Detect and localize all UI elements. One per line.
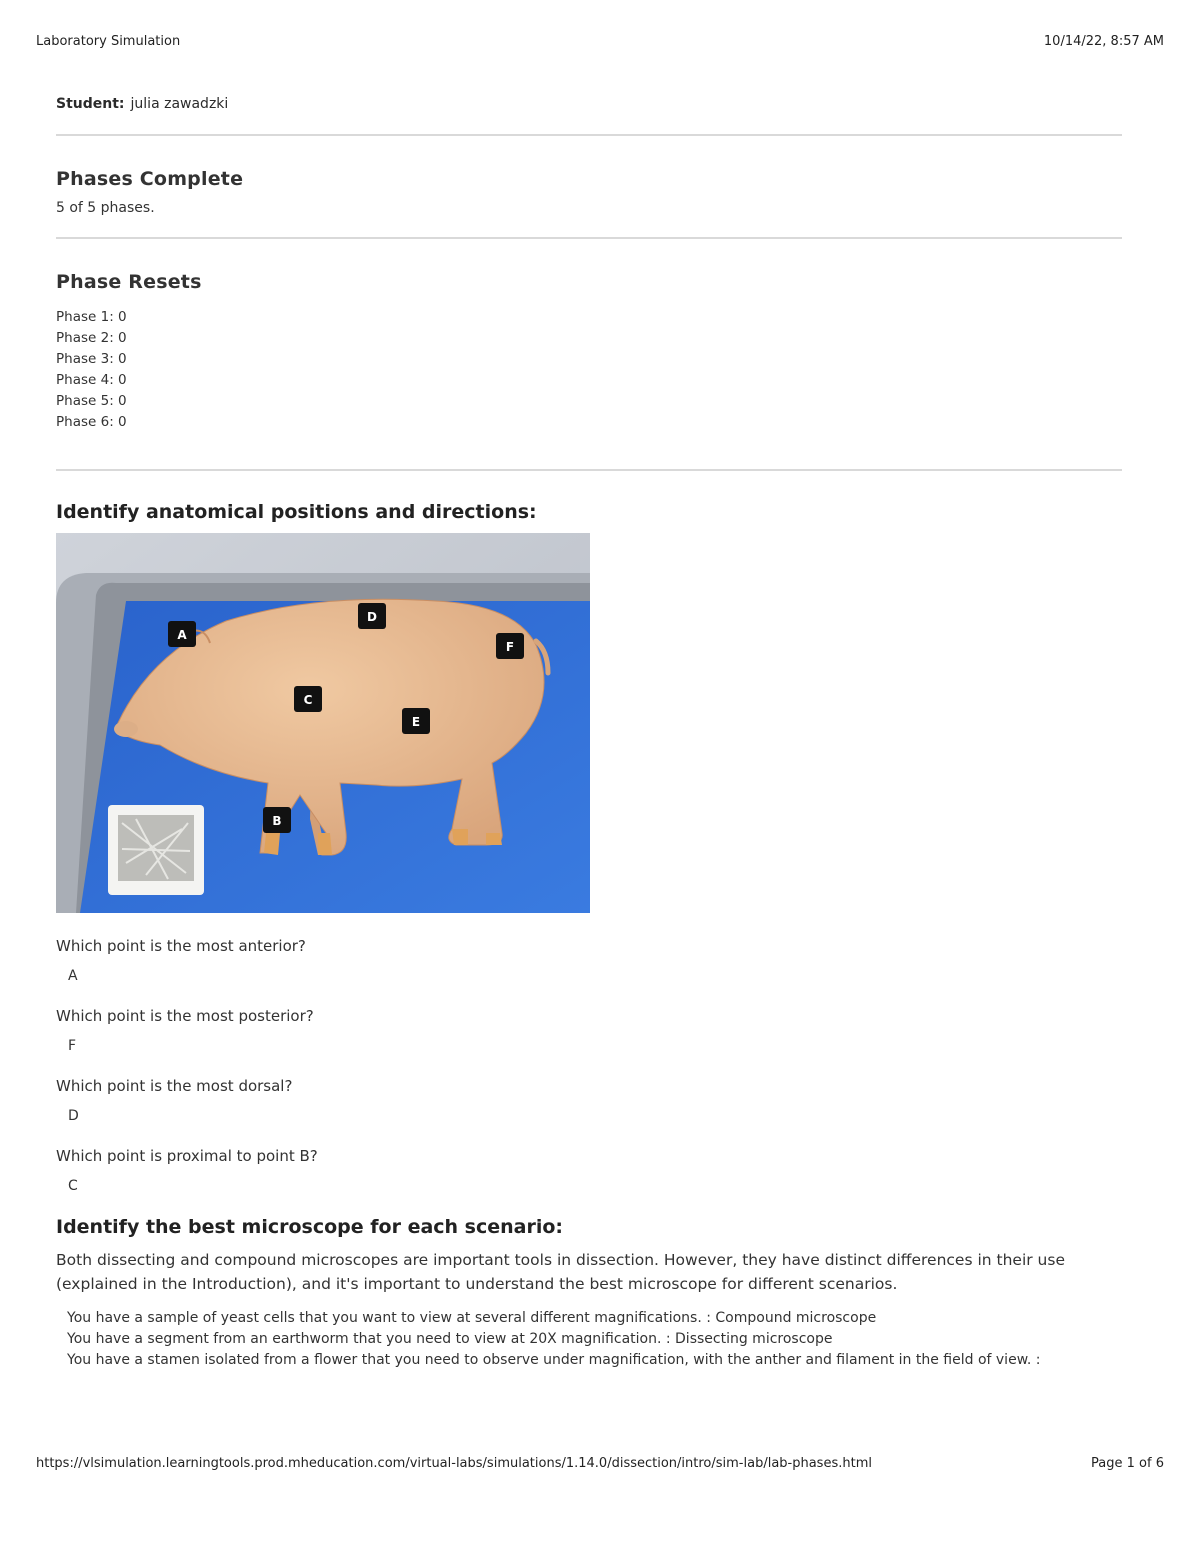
phase-reset-item: Phase 1: 0 [56,309,127,325]
pin-tray [108,805,204,895]
scenario-list [56,1308,1122,1371]
answer-text: C [68,1178,78,1194]
microscope-section-title: Identify the best microscope for each scenario: [56,1216,564,1238]
scenario-item: You have a stamen isolated from a flower that you need to observe under magnification, with the anther and filament in the field of view. : [67,1352,1041,1368]
point-label-text: B [272,814,282,828]
point-label-text: A [177,628,187,642]
anatomy-section-title: Identify anatomical positions and directions: [56,501,537,523]
point-label-d [358,603,386,629]
phase-reset-item: Phase 2: 0 [56,330,127,346]
scenario-item: You have a segment from an earthworm that you need to view at 20X magnification. : Dissecting microscope [67,1331,833,1347]
student-name: julia zawadzki [130,96,229,112]
scenario-item: You have a sample of yeast cells that you want to view at several different magnifications. : Compound microscope [67,1310,877,1326]
point-label-b [263,807,291,833]
student-line [56,94,1122,114]
question-text: Which point is the most dorsal? [56,1077,293,1095]
point-label-e [402,708,430,734]
print-header [36,34,1164,49]
divider [56,134,1122,136]
phase-resets-title: Phase Resets [56,271,202,293]
point-label-text: C [303,693,313,707]
page-url: https://vlsimulation.learningtools.prod.mheducation.com/virtual-labs/simulations/1.14.0/dissection/intro/sim-lab/lab-phases.html [36,1456,872,1471]
point-label-c [294,686,322,712]
point-label-text: E [411,715,421,729]
fetal-pig-figure [56,533,590,913]
divider [56,469,1122,471]
answer-text: A [68,968,78,984]
question-text: Which point is proximal to point B? [56,1147,318,1165]
phases-complete-value: 5 of 5 phases. [56,200,155,216]
question-text: Which point is the most anterior? [56,937,306,955]
answer-text: F [68,1038,77,1054]
phase-reset-item: Phase 4: 0 [56,372,127,388]
page-number: Page 1 of 6 [1091,1456,1164,1471]
microscope-intro: Both dissecting and compound microscopes are important tools in dissection. However, they have distinct differences in their use (explained in the Introduction), and it's important to understand the best microscope for different scenarios. [56,1251,1065,1293]
point-label-text: D [367,610,377,624]
point-label-a [168,621,196,647]
document-title: Laboratory Simulation [36,34,181,49]
point-label-f [496,633,524,659]
point-label-text: F [505,640,515,654]
phase-reset-item: Phase 6: 0 [56,414,127,430]
question-text: Which point is the most posterior? [56,1007,314,1025]
answer-text: D [68,1108,79,1124]
report-content [56,94,1122,1371]
phases-complete-title: Phases Complete [56,168,244,190]
student-label: Student: [56,96,125,112]
phase-resets-list [56,307,1122,433]
phase-reset-item: Phase 3: 0 [56,351,127,367]
divider [56,237,1122,239]
phase-reset-item: Phase 5: 0 [56,393,127,409]
print-datetime: 10/14/22, 8:57 AM [1043,34,1164,49]
print-footer [36,1456,1164,1471]
